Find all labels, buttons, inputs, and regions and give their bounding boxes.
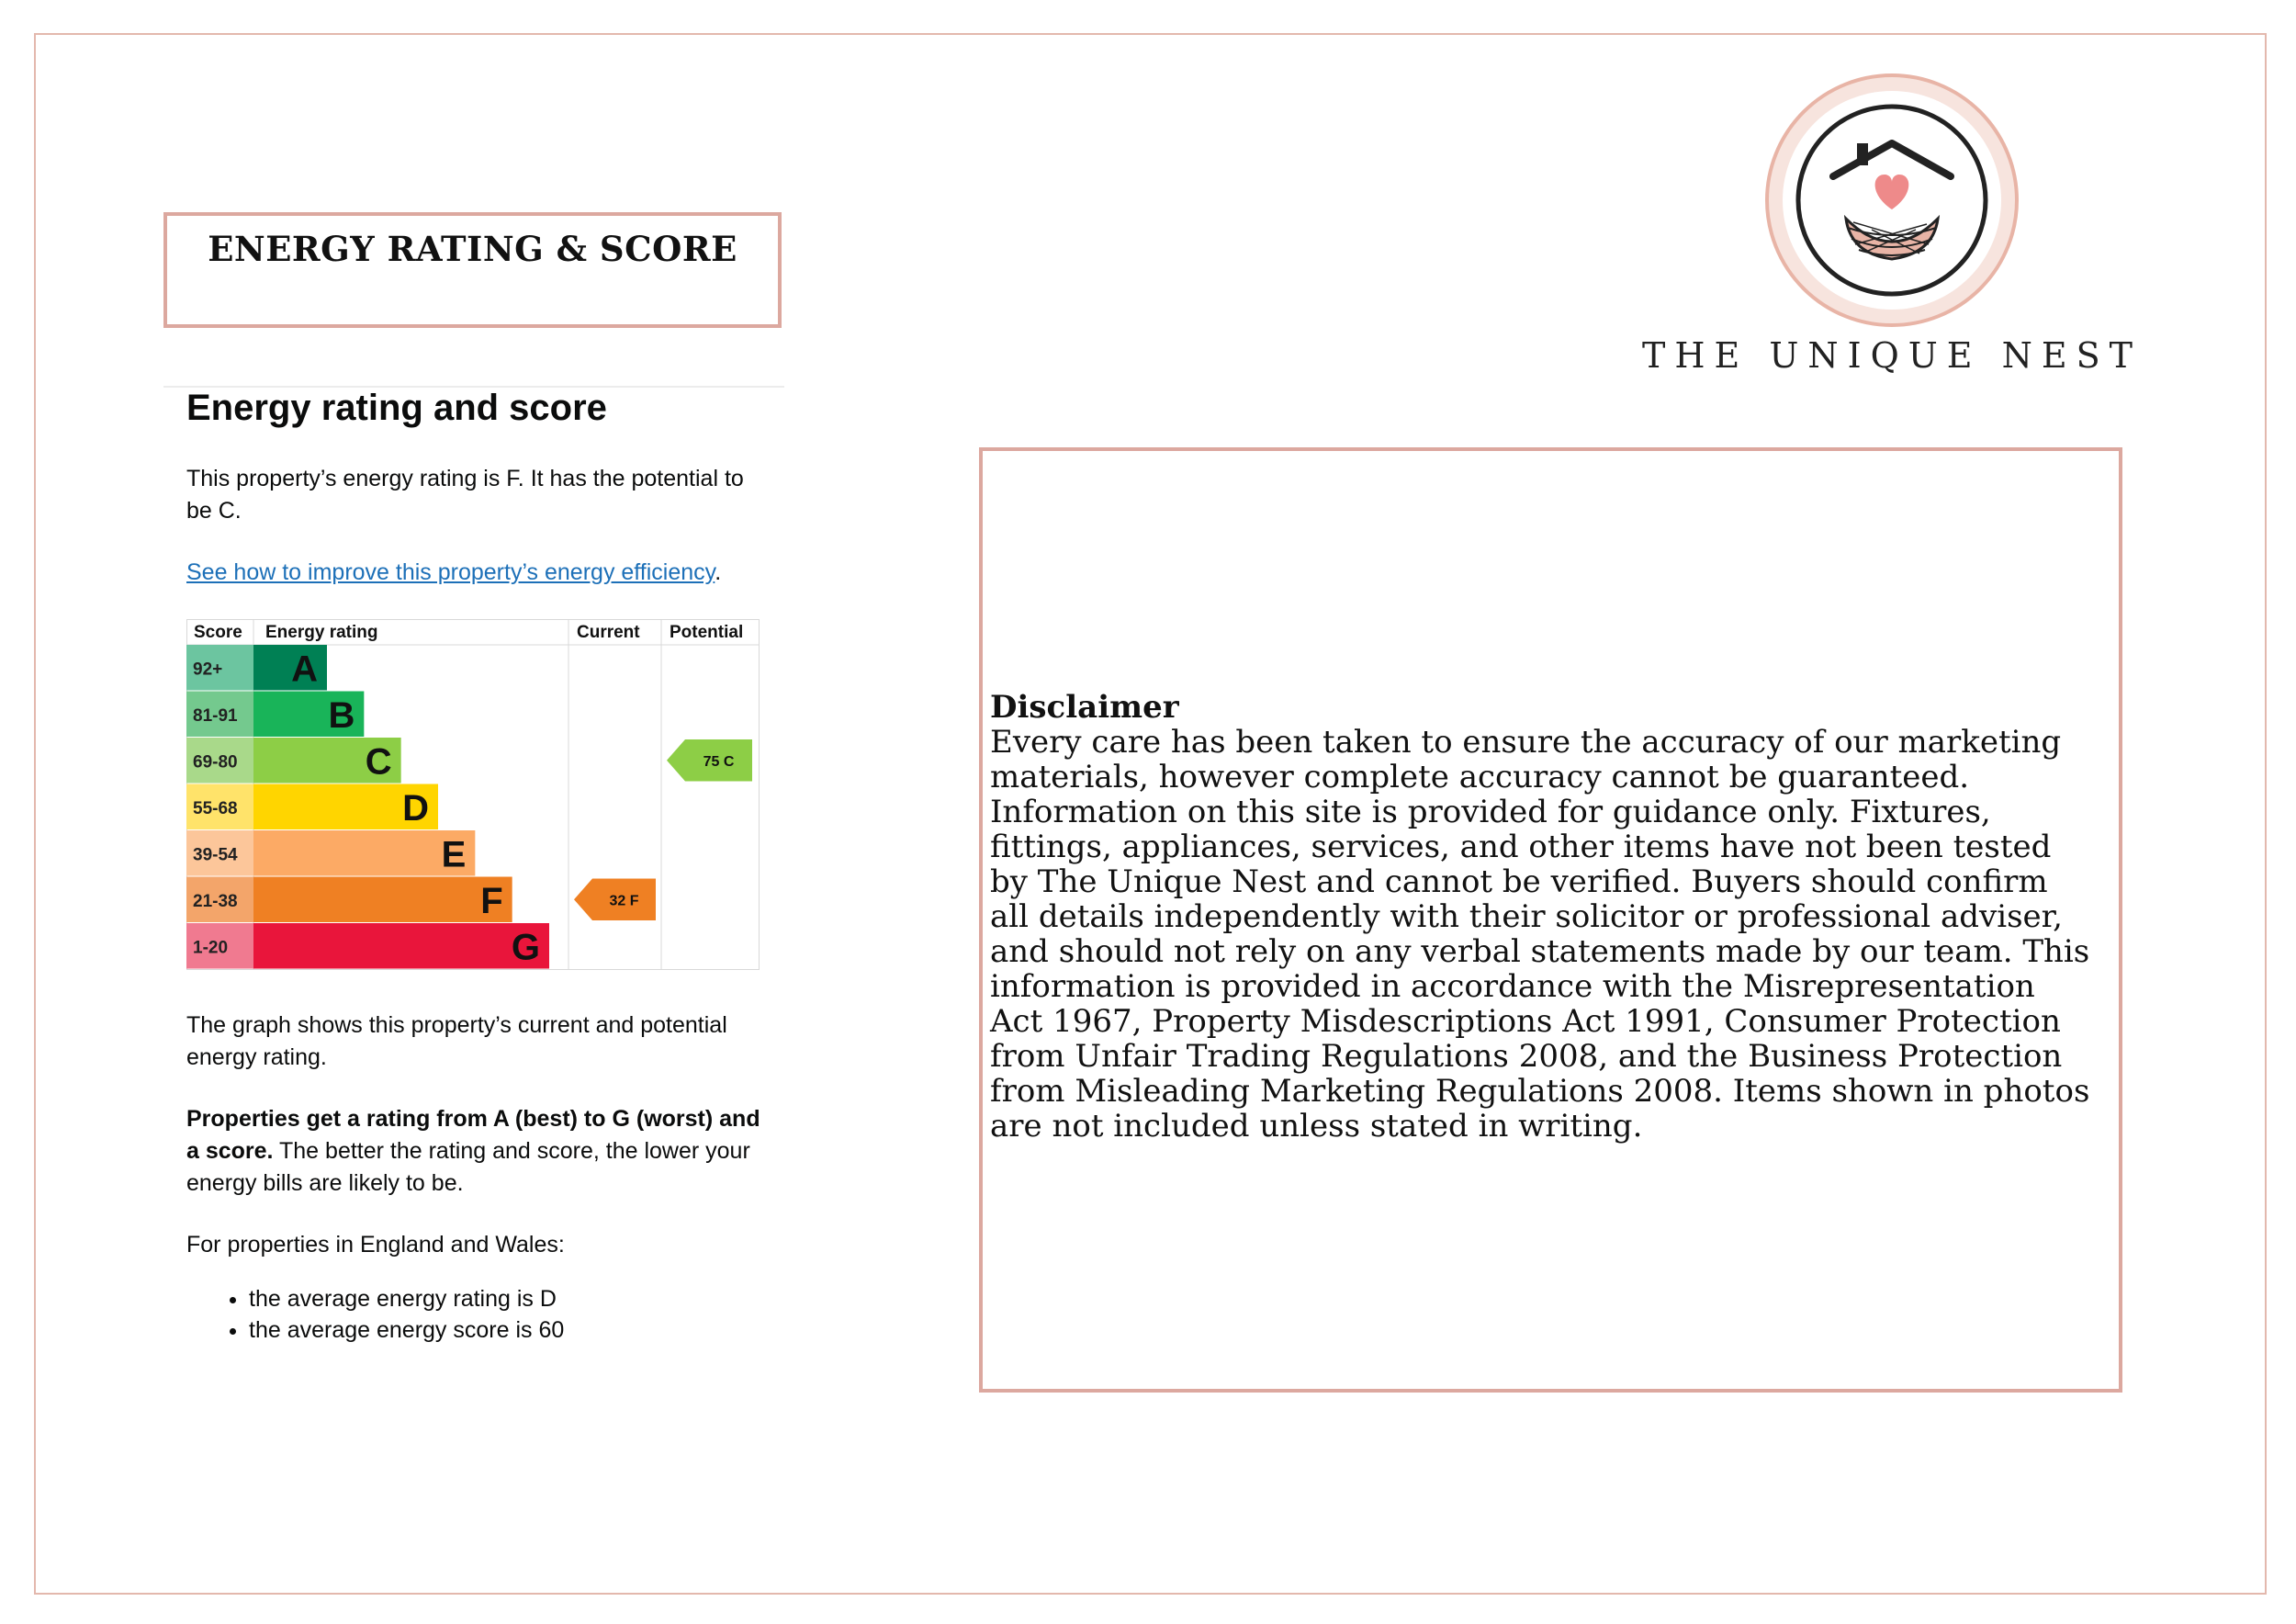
disclaimer-text [990, 690, 2092, 1144]
epc-bands [186, 645, 549, 969]
column-header: Score [194, 623, 242, 642]
energy-heading: Energy rating and score [186, 388, 607, 428]
rating-scale-bold: Properties get a rating from A (best) to G (worst) and a score. [186, 1106, 760, 1164]
rating-scale-rest: The better the rating and score, the lower your energy bills are likely to be. [186, 1138, 750, 1196]
band-score-label: 81-91 [193, 705, 238, 726]
average-list [186, 1283, 564, 1346]
column-header: Current [577, 623, 640, 642]
band-letter: A [291, 648, 318, 690]
band-letter: G [511, 927, 540, 968]
current-rating-arrow-label: 32 F [609, 893, 639, 909]
band-score-label: 55-68 [193, 798, 238, 818]
band-score-label: 1-20 [193, 938, 229, 958]
list-item: • the average energy rating is D [249, 1283, 564, 1314]
band-letter: C [365, 741, 392, 783]
band-score-label: 21-38 [193, 891, 238, 911]
band-letter: D [402, 787, 429, 829]
house-heart-nest-icon [1763, 72, 2020, 329]
improve-efficiency-link[interactable]: See how to improve this property’s energy efficiency [186, 559, 715, 585]
rating-text: This property’s energy rating is F. It has the potential to be C. [186, 466, 744, 524]
band-letter: B [328, 694, 355, 736]
band-letter: F [480, 880, 503, 921]
band-bar [253, 923, 549, 969]
band-letter: E [441, 834, 467, 875]
potential-rating-arrow-label: 75 C [703, 753, 735, 770]
section-title: ENERGY RATING & SCORE [208, 229, 737, 269]
rating-scale-text [186, 1103, 774, 1200]
disclaimer-box [979, 447, 2122, 1393]
band-score-label: 69-80 [193, 752, 238, 773]
improve-paragraph [186, 557, 774, 589]
column-header: Potential [670, 623, 744, 642]
epc-header [194, 623, 743, 642]
band-bar [253, 877, 512, 923]
link-suffix: . [715, 559, 722, 585]
column-header: Energy rating [265, 623, 378, 642]
region-text: For properties in England and Wales: [186, 1232, 565, 1257]
epc-arrows [574, 739, 752, 920]
section-title-box [163, 212, 782, 328]
disclaimer-title: Disclaimer [990, 689, 1179, 726]
epc-rating-chart [186, 619, 760, 973]
brand-name: THE UNIQUE NEST [1642, 335, 2142, 376]
disclaimer-body: Every care has been taken to ensure the accuracy of our marketing materials, however complete accuracy cannot be guaranteed. Information on this site is provided for guidance only. Fixtures, fittings, appliances, services, and other items have not been tested by The Unique Nest and cannot be verified. Buyers should confirm all details independently with their solicitor or professional adviser, and should not rely on any verbal statements made by our team. This information is provided in accordance with the Misrepresentation Act 1967, Property Misdescriptions Act 1991, Consumer Protection from Unfair Trading Regulations 2008, and the Business Protection from Misleading Marketing Regulations 2008. Items shown in photos are not included unless stated in writing. [990, 724, 2090, 1145]
graph-caption: The graph shows this property’s current and potential energy rating. [186, 1012, 727, 1070]
band-score-label: 92+ [193, 660, 223, 680]
list-item: • the average energy score is 60 [249, 1314, 564, 1346]
band-score-label: 39-54 [193, 845, 238, 865]
